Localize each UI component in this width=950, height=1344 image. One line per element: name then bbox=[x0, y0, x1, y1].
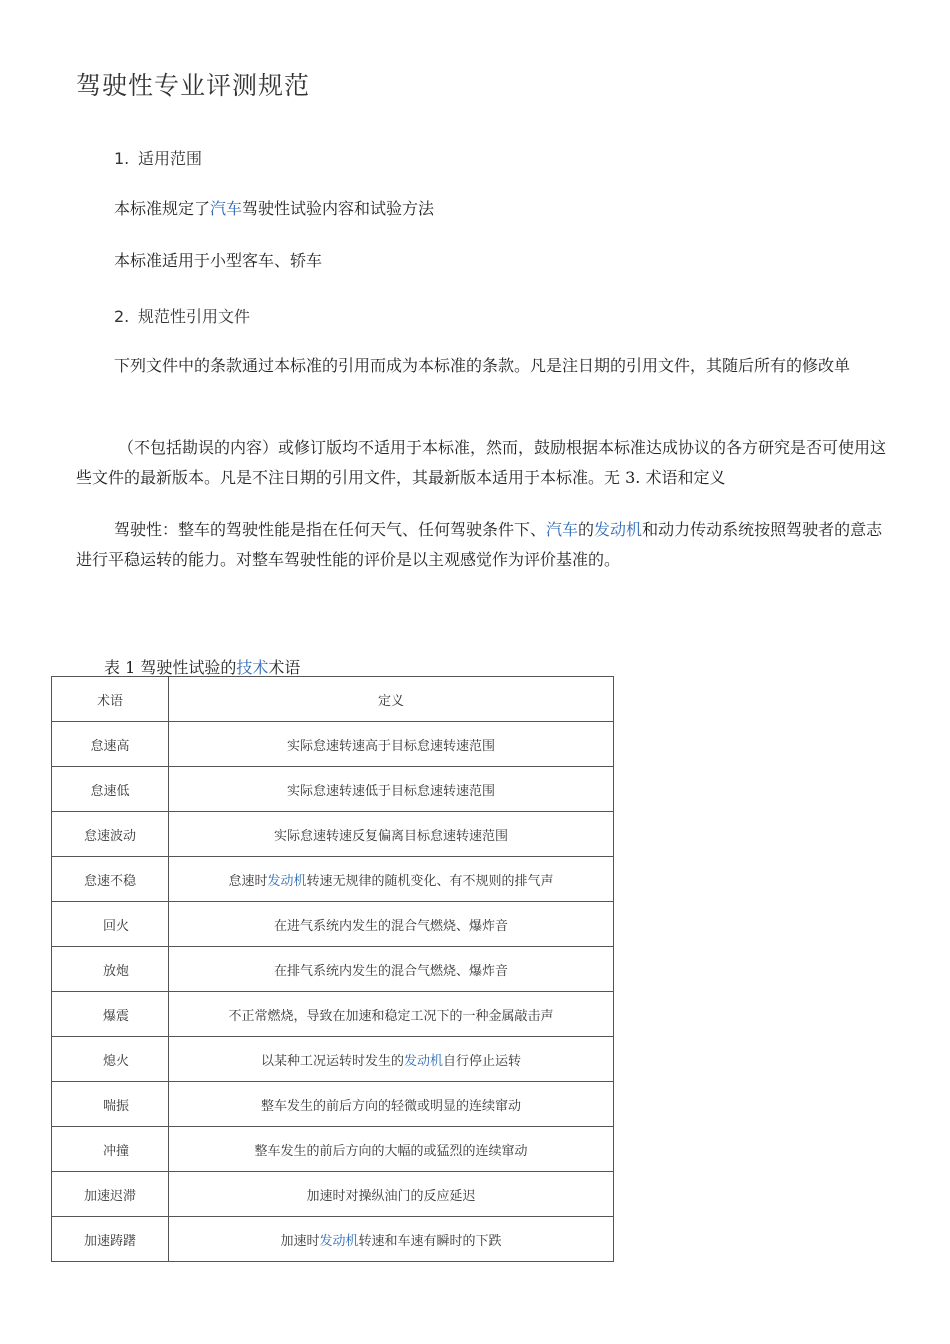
table-row bbox=[52, 1037, 614, 1082]
term-cell bbox=[52, 1127, 169, 1172]
term-cell bbox=[52, 1082, 169, 1127]
table-row bbox=[52, 767, 614, 812]
term-text: 怠速低 bbox=[90, 783, 130, 799]
definition-text: 实际怠速转速高于目标怠速转速范围 bbox=[286, 738, 495, 754]
section-heading-2 bbox=[114, 304, 250, 327]
paragraph-scope bbox=[114, 194, 434, 224]
terms-table bbox=[51, 676, 614, 1262]
definition-cell bbox=[169, 722, 614, 767]
term-cell bbox=[52, 857, 169, 902]
definition-cell bbox=[169, 1172, 614, 1217]
page-title: 驾驶性专业评测规范 bbox=[76, 71, 311, 100]
text: 的 bbox=[578, 520, 595, 539]
section-number: 2. bbox=[114, 307, 130, 326]
definition-text: 加速时 bbox=[280, 1233, 320, 1249]
definition-text: 自行停止运转 bbox=[443, 1053, 522, 1069]
table-row bbox=[52, 992, 614, 1037]
term-cell bbox=[52, 812, 169, 857]
term-cell bbox=[52, 767, 169, 812]
definition-text: 整车发生的前后方向的轻微或明显的连续窜动 bbox=[260, 1098, 521, 1114]
paragraph-references-cont: （不包括勘误的内容）或修订版均不适用于本标准，然而，鼓励根据本标准达成协议的各方研究是否可使用这些文件的最新版本。凡是不注日期的引用文件，其最新版本适用于本标准。无 3. 术语和定义 bbox=[76, 438, 887, 487]
term-text: 爆震 bbox=[102, 1008, 129, 1024]
paragraph-references: 下列文件中的条款通过本标准的引用而成为本标准的条款。凡是注日期的引用文件，其随后所有的修改单 bbox=[114, 356, 851, 375]
paragraph-applicability: 本标准适用于小型客车、轿车 bbox=[114, 251, 323, 270]
link-car[interactable]: 汽车 bbox=[210, 199, 243, 218]
term-cell bbox=[52, 902, 169, 947]
header-term: 术语 bbox=[52, 677, 169, 722]
term-cell bbox=[52, 1172, 169, 1217]
definition-text: 怠速时 bbox=[228, 873, 268, 889]
term-text: 喘振 bbox=[102, 1098, 129, 1114]
table-row bbox=[52, 947, 614, 992]
link-engine[interactable]: 发动机 bbox=[594, 520, 643, 539]
link-technology[interactable]: 技术 bbox=[236, 658, 269, 677]
term-text: 怠速波动 bbox=[83, 828, 136, 844]
term-text: 加速踌躇 bbox=[83, 1233, 136, 1249]
term-text: 怠速不稳 bbox=[83, 873, 136, 889]
term-cell bbox=[52, 992, 169, 1037]
definition-cell bbox=[169, 857, 614, 902]
term-text: 熄火 bbox=[102, 1053, 129, 1069]
table-row bbox=[52, 1127, 614, 1172]
definition-text: 以某种工况运转时发生的 bbox=[260, 1053, 404, 1069]
section-title: 适用范围 bbox=[138, 149, 203, 168]
table-row bbox=[52, 902, 614, 947]
table-row bbox=[52, 1217, 614, 1262]
definition-cell bbox=[169, 1037, 614, 1082]
definition-text: 在进气系统内发生的混合气燃烧、爆炸音 bbox=[273, 918, 508, 934]
header-definition: 定义 bbox=[169, 677, 614, 722]
text: 术语 bbox=[268, 658, 301, 677]
definition-text: 实际怠速转速低于目标怠速转速范围 bbox=[286, 783, 495, 799]
definition-text: 整车发生的前后方向的大幅的或猛烈的连续窜动 bbox=[254, 1143, 528, 1159]
text: 表 1 驾驶性试验的 bbox=[104, 658, 237, 677]
text: 和动力传动系统按照驾驶者的意志进行平稳运转的能力。对整车驾驶性能的评价是以主观感觉作为评价基准的。 bbox=[76, 520, 883, 569]
section-number: 1. bbox=[114, 149, 130, 168]
term-text: 加速迟滞 bbox=[83, 1188, 136, 1204]
term-cell bbox=[52, 947, 169, 992]
definition-cell bbox=[169, 1127, 614, 1172]
term-text: 怠速高 bbox=[90, 738, 130, 754]
table-row bbox=[52, 812, 614, 857]
table-row bbox=[52, 1172, 614, 1217]
link-engine[interactable]: 发动机 bbox=[403, 1053, 443, 1069]
definition-cell bbox=[169, 947, 614, 992]
table-row bbox=[52, 857, 614, 902]
table-header-row bbox=[52, 677, 614, 722]
definition-text: 转速无规律的随机变化、有不规则的排气声 bbox=[306, 873, 554, 889]
definition-cell bbox=[169, 902, 614, 947]
definition-text: 在排气系统内发生的混合气燃烧、爆炸音 bbox=[273, 963, 508, 979]
section-heading-1 bbox=[114, 146, 202, 169]
definition-cell bbox=[169, 992, 614, 1037]
definition-text: 加速时对操纵油门的反应延迟 bbox=[306, 1188, 476, 1204]
term-text: 放炮 bbox=[102, 963, 129, 979]
term-cell bbox=[52, 722, 169, 767]
link-engine[interactable]: 发动机 bbox=[319, 1233, 359, 1249]
definition-cell bbox=[169, 812, 614, 857]
table-row bbox=[52, 722, 614, 767]
paragraph-definition bbox=[76, 515, 886, 575]
term-text: 回火 bbox=[102, 918, 129, 934]
term-cell bbox=[52, 1217, 169, 1262]
definition-cell bbox=[169, 1082, 614, 1127]
link-engine[interactable]: 发动机 bbox=[267, 873, 307, 889]
definition-text: 不正常燃烧，导致在加速和稳定工况下的一种金属敲击声 bbox=[228, 1008, 554, 1024]
definition-text: 实际怠速转速反复偏离目标怠速转速范围 bbox=[273, 828, 508, 844]
definition-cell bbox=[169, 1217, 614, 1262]
table-row bbox=[52, 1082, 614, 1127]
term-cell bbox=[52, 1037, 169, 1082]
term-text: 冲撞 bbox=[102, 1143, 129, 1159]
text: 本标准规定了 bbox=[114, 199, 211, 218]
link-car[interactable]: 汽车 bbox=[546, 520, 579, 539]
text: 驾驶性试验内容和试验方法 bbox=[242, 199, 435, 218]
table-caption bbox=[104, 655, 300, 678]
text: 驾驶性：整车的驾驶性能是指在任何天气、任何驾驶条件下、 bbox=[114, 520, 547, 539]
definition-cell bbox=[169, 767, 614, 812]
definition-text: 转速和车速有瞬时的下跌 bbox=[358, 1233, 502, 1249]
section-title: 规范性引用文件 bbox=[138, 307, 251, 326]
